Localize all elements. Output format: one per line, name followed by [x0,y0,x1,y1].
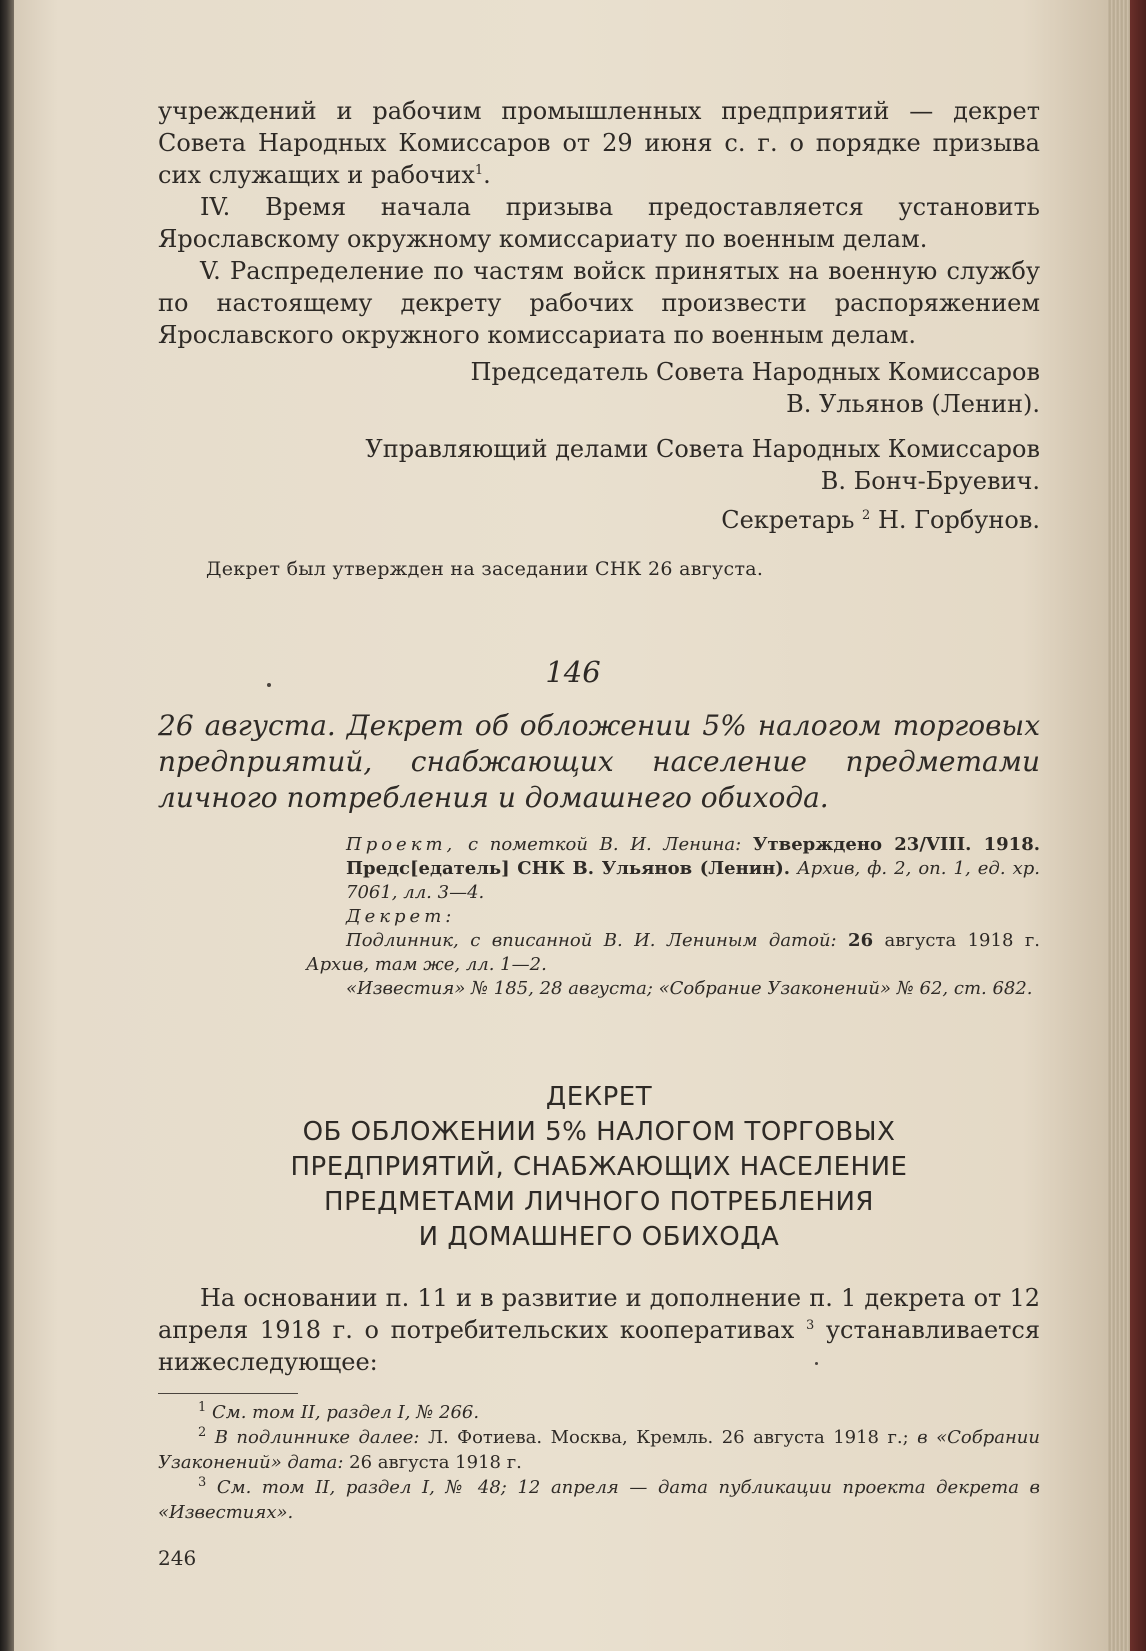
decree-body-paragraph: На основании п. 11 и в развитие и дополнение п. 1 декрета от 12 апреля 1918 г. о потребительских кооперативах $^3$ устанавливается нижеследующее: [158,1284,1041,1376]
book-cover-edge [1130,0,1146,1651]
manager-name: В. Бонч-Бруевич. [820,467,1040,495]
decree-title-line: ДЕКРЕТ [545,1082,653,1112]
decree-title-line: ПРЕДПРИЯТИЙ, СНАБЖАЮЩИХ НАСЕЛЕНИЕ [290,1152,908,1182]
chairman-name: В. Ульянов (Ленин). [786,390,1040,418]
approval-note: Декрет был утвержден на заседании СНК 26 августа. [206,558,764,580]
manager-title: Управляющий делами Совета Народных Комиссаров [365,435,1040,463]
footnote-3: $^3$ См. том II, раздел I, № 48; 12 апреля — дата публикации проекта декрета в «Известиях». [158,1475,1040,1523]
paragraph-v: V. Распределение по частям войск принятых на военную службу по настоящему декрету рабочих произвести распоряжением Ярославского окружного комиссариата по военным делам. [158,257,1040,349]
source-project: Проект, с пометкой В. И. Ленина: Утверждено 23/VIII. 1918. Предс[едатель] СНК В. Ульянов (Ленин). Архив, ф. 2, оп. 1, ед. хр. 7061, лл. 3—4. [346,834,1040,903]
decree-title-line: ОБ ОБЛОЖЕНИИ 5% НАЛОГОМ ТОРГОВЫХ [302,1117,896,1147]
secretary-signature: Секретарь $^2$ Н. Горбунов. [721,506,1040,534]
footnote-2: $^2$ В подлиннике далее: Л. Фотиева. Москва, Кремль. 26 августа 1918 г.; в «Собрании Узаконений» дата: 26 августа 1918 г. [158,1425,1040,1473]
source-decree-label: Декрет: [346,906,456,927]
decree-title-line: ПРЕДМЕТАМИ ЛИЧНОГО ПОТРЕБЛЕНИЯ [324,1187,874,1217]
footnote-ref-2: 2 [862,508,871,523]
paragraph-iv: IV. Время начала призыва предоставляется установить Ярославскому окружному комиссариату по военным делам. [158,193,1040,253]
source-izvestia: «Известия» № 185, 28 августа; «Собрание Узаконений» № 62, ст. 682. [346,978,1033,999]
decree-title-line: И ДОМАШНЕГО ОБИХОДА [418,1222,780,1252]
footnote-ref-3: 3 [805,1318,815,1333]
decree-title [158,1080,1040,1255]
footnotes [158,1400,1040,1525]
footnote-1: $^1$ См. том II, раздел I, № 266. [198,1400,480,1423]
footnote-ref-1: 1 [474,163,484,178]
page-number: 246 [158,1546,197,1570]
intro-paragraph: учреждений и рабочим промышленных предприятий — декрет Совета Народных Комиссаров от 29 июня с. г. о порядке призыва сих служащих и рабочих$^1$. [158,97,1040,189]
source-notes [306,833,1040,1001]
footnote-divider [158,1393,298,1394]
document-number: 146 [545,655,601,689]
source-original: Подлинник, с вписанной В. И. Лениным датой: 26 августа 1918 г. Архив, там же, лл. 1—2. [306,930,1040,975]
print-speck [815,1362,818,1365]
chairman-title: Председатель Совета Народных Комиссаров [470,358,1040,386]
document-heading: 26 августа. Декрет об обложении 5% налогом торговых предприятий, снабжающих население предметами личного потребления и домашнего обихода. [158,709,1040,814]
